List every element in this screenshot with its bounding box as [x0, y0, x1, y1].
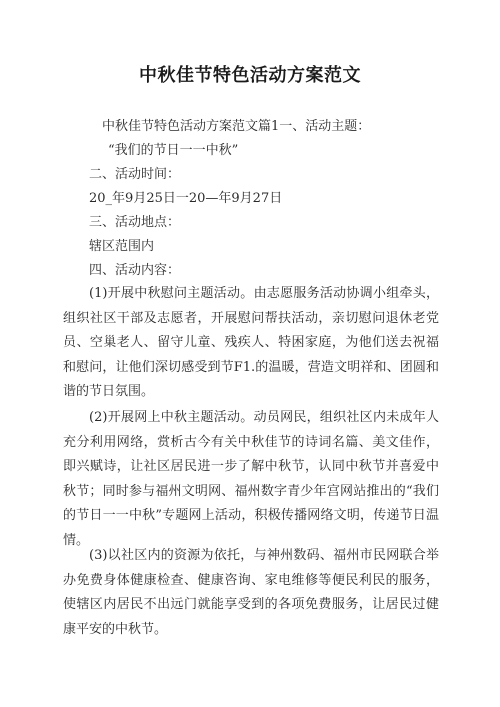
time-value: 20_年9月25日一20—年9月27日 [89, 191, 283, 206]
intro-line: 中秋佳节特色活动方案范文篇1一、活动主题： [102, 119, 371, 134]
place-heading: 三、活动地点： [89, 215, 181, 230]
content-heading: 四、活动内容： [89, 263, 181, 278]
time-heading: 二、活动时间： [89, 167, 181, 182]
place-value: 辖区范围内 [89, 239, 155, 254]
content-paragraph-3: (3)以社区内的资源为依托，与神州数码、福州市民网联合举办免费身体健康检查、健康咨询、家电维修等便民利民的服务，使辖区内居民不出远门就能享受到的各项免费服务，让居民过健康平安的中秋节。 [63, 548, 439, 637]
page-title: 中秋佳节特色活动方案范文 [139, 65, 361, 86]
content-paragraph-2: (2)开展网上中秋主题活动。动员网民，组织社区内未成年人充分利用网络，赏析古今有关中秋佳节的诗词名篇、美文佳作，即兴赋诗，让社区居民进一步了解中秋节，认同中秋节并喜爱中秋节；同时参与福州文明网、福州数字青少年宫网站推出的“我们的节日一一中秋”专题网上活动，积极传播网络文明，传递节日温情。 [63, 410, 439, 548]
theme-line: “我们的节日一一中秋” [108, 143, 239, 158]
content-paragraph-1: (1)开展中秋慰问主题活动。由志愿服务活动协调小组牵头，组织社区干部及志愿者，开展慰问帮扶活动，亲切慰问退休老党员、空巢老人、留守儿童、残疾人、特困家庭，为他们送去祝福和慰问，让他们深切感受到节F1.的温暖，营造文明祥和、团圆和谐的节日氛围。 [63, 286, 439, 400]
